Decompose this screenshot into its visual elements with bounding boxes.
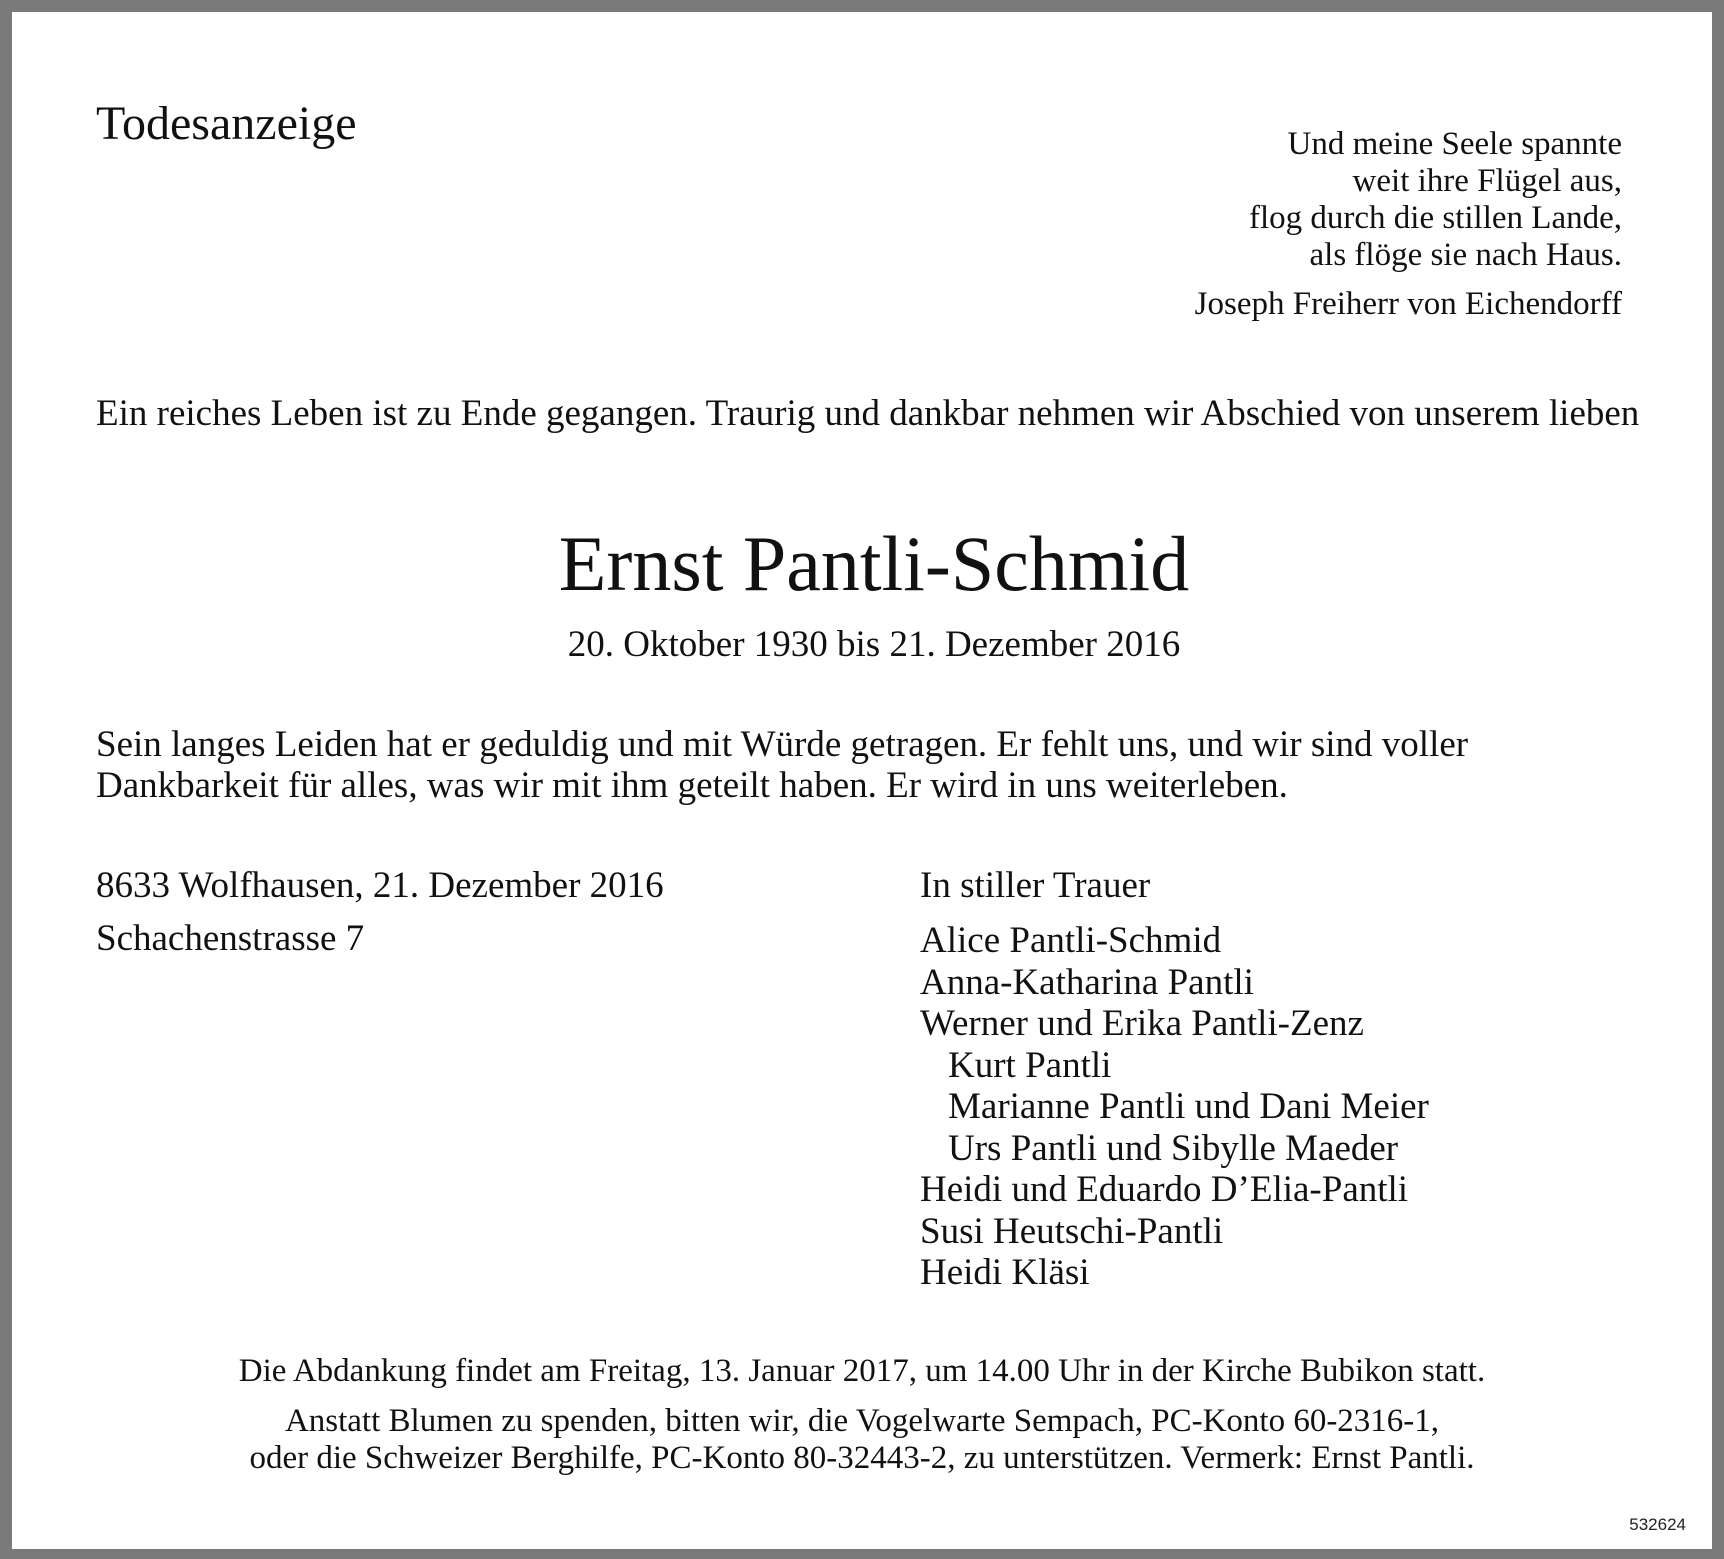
poem-line: Und meine Seele spannte — [1287, 126, 1622, 162]
tribute-text — [96, 724, 1656, 806]
poem-quote — [922, 126, 1622, 323]
deceased-name: Ernst Pantli-Schmid — [558, 520, 1190, 607]
poem-line: flog durch die stillen Lande, — [1249, 200, 1622, 236]
donation-line: Anstatt Blumen zu spenden, bitten wir, die Vogelwarte Sempach, PC-Konto 60-2316-1, — [284, 1403, 1440, 1439]
mourner-name: Kurt Pantli — [948, 1044, 1112, 1086]
poem-line: als flöge sie nach Haus. — [1309, 237, 1622, 273]
mourner-name: Werner und Erika Pantli-Zenz — [920, 1003, 1364, 1044]
donation-info — [12, 1403, 1712, 1477]
mourner-name: Heidi Kläsi — [920, 1252, 1090, 1293]
mourner-name: Susi Heutschi-Pantli — [920, 1210, 1224, 1252]
ad-number: 532624 — [1629, 1515, 1686, 1534]
obituary-notice — [12, 12, 1712, 1549]
mourner-name: Heidi und Eduardo D’Elia-Pantli — [920, 1169, 1409, 1210]
address: Schachenstrasse 7 — [96, 918, 365, 959]
notice-heading: Todesanzeige — [96, 97, 357, 150]
life-dates: 20. Oktober 1930 bis 21. Dezember 2016 — [567, 624, 1181, 665]
mourners-list — [920, 920, 1429, 1294]
mourner-name: Anna-Katharina Pantli — [920, 961, 1254, 1003]
tribute-line: Sein langes Leiden hat er geduldig und mit Würde getragen. Er fehlt uns, und wir sind voller — [96, 724, 1469, 765]
poem-line: weit ihre Flügel aus, — [1352, 163, 1622, 199]
place-and-date: 8633 Wolfhausen, 21. Dezember 2016 — [96, 865, 664, 906]
mourner-name: Alice Pantli-Schmid — [920, 920, 1222, 961]
mourner-name: Urs Pantli und Sibylle Maeder — [948, 1127, 1399, 1169]
donation-line: oder die Schweizer Berghilfe, PC-Konto 80-32443-2, zu unterstützen. Vermerk: Ernst Pantli. — [249, 1440, 1475, 1476]
poem-author: Joseph Freiherr von Eichendorff — [1194, 286, 1622, 322]
mourner-name: Marianne Pantli und Dani Meier — [948, 1086, 1429, 1127]
funeral-service-info: Die Abdankung findet am Freitag, 13. Januar 2017, um 14.00 Uhr in der Kirche Bubikon statt. — [238, 1353, 1486, 1389]
tribute-line: Dankbarkeit für alles, was wir mit ihm geteilt haben. Er wird in uns weiterleben. — [96, 765, 1288, 806]
mourning-label: In stiller Trauer — [920, 865, 1151, 906]
intro-text: Ein reiches Leben ist zu Ende gegangen. Traurig und dankbar nehmen wir Abschied von unserem lieben — [96, 393, 1640, 434]
